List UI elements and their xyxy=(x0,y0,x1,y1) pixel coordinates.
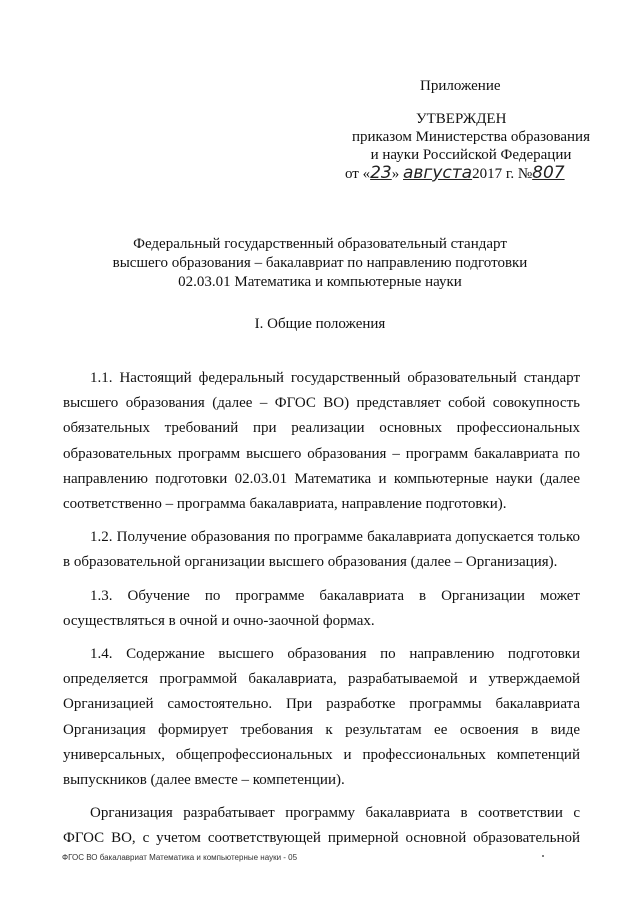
title-line-1: Федеральный государственный образовательный стандарт xyxy=(133,236,507,252)
title-line-3: 02.03.01 Математика и компьютерные науки xyxy=(178,274,462,290)
date-mid: » xyxy=(391,166,400,182)
document-title xyxy=(60,235,580,292)
date-day-handwritten: 23 xyxy=(370,163,392,183)
order-line-1: приказом Министерства образования xyxy=(352,129,590,145)
date-prefix: от « xyxy=(345,166,371,182)
page-footer: ФГОС ВО бакалавриат Математика и компьютерные науки - 05 xyxy=(62,853,298,862)
paragraph-organization: Организация разрабатывает программу бакалавриата в соответствии с ФГОС ВО, с учетом соответствующей примерной основной образовательной xyxy=(63,805,580,847)
paragraph-1-1: 1.1. Настоящий федеральный государственный образовательный стандарт высшего образования (далее – ФГОС ВО) представляет собой совокупность обязательных требований при реализации основных профессиональных образовательных программ высшего образования – программ бакалавриата по направлению подготовки 02.03.01 Математика и компьютерные науки (далее соответственно – программа бакалавриата, направление подготовки). xyxy=(63,370,580,513)
approved-label: УТВЕРЖДЕН xyxy=(416,111,507,127)
paragraph-1-4: 1.4. Содержание высшего образования по направлению подготовки определяется программой бакалавриата, разрабатываемой и утверждаемой Организацией самостоятельно. При разработке программы бакалавриата Организация формирует требования к результатам ее освоения в виде универсальных, общепрофессиональных и профессиональных компетенций выпускников (далее вместе – компетенции). xyxy=(63,646,580,789)
scan-speck xyxy=(542,855,544,857)
appendix-label: Приложение xyxy=(420,78,501,94)
paragraph-1-2: 1.2. Получение образования по программе бакалавриата допускается только в образовательной организации высшего образования (далее – Организация). xyxy=(63,529,580,571)
paragraph-1-3: 1.3. Обучение по программе бакалавриата в Организации может осуществляться в очной и очно-заочной формах. xyxy=(63,587,580,629)
order-number-handwritten: 807 xyxy=(532,163,565,183)
order-date-line xyxy=(345,163,565,183)
date-year: 2017 г. № xyxy=(472,166,533,182)
order-line-2: и науки Российской Федерации xyxy=(370,147,572,163)
date-month-handwritten: августа xyxy=(403,163,473,183)
document-body xyxy=(63,366,580,860)
title-line-2: высшего образования – бакалавриат по направлению подготовки xyxy=(112,255,528,271)
section-heading: I. Общие положения xyxy=(254,316,386,332)
